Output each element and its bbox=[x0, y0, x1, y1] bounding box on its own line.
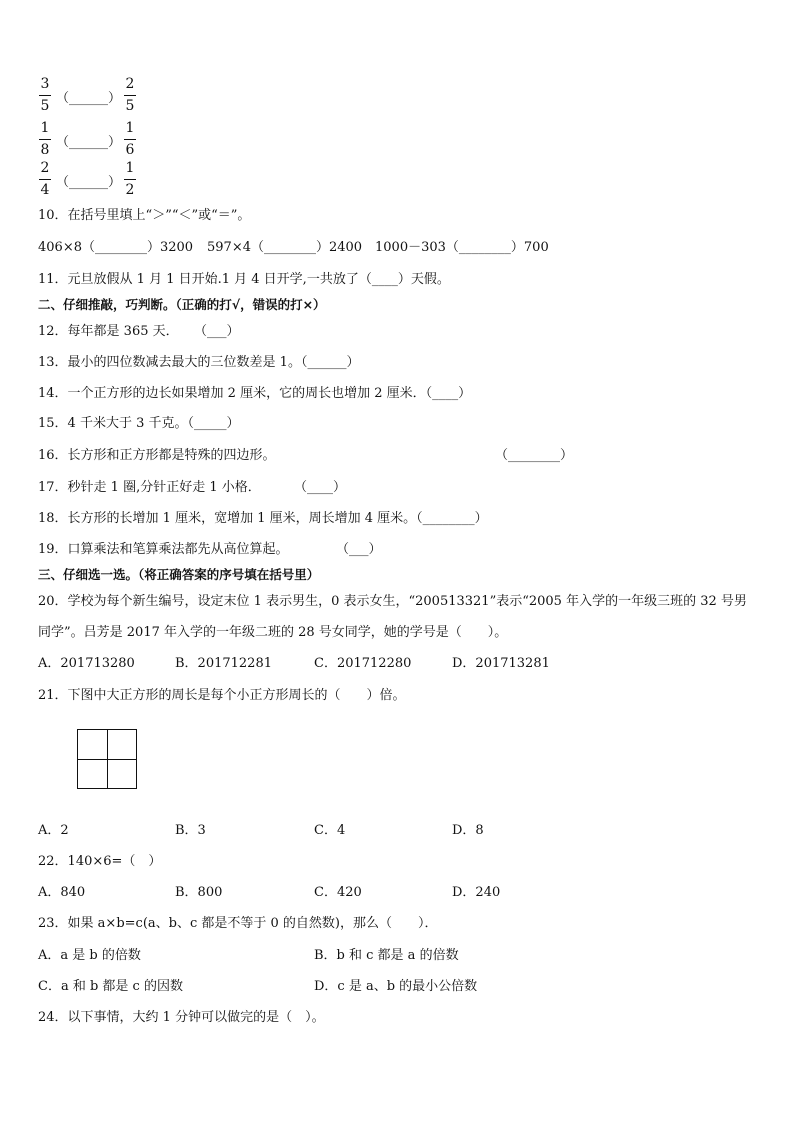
question-16: 16．长方形和正方形都是特殊的四边形。 bbox=[38, 448, 276, 463]
comparison-blank[interactable]: （______） bbox=[56, 91, 122, 106]
question-23-option-b[interactable]: B．b 和 c 都是 a 的倍数 bbox=[314, 948, 459, 963]
question-19: 19．口算乘法和笔算乘法都先从高位算起。 bbox=[38, 542, 289, 557]
square-grid-figure bbox=[77, 729, 137, 789]
question-14: 14．一个正方形的边长如果增加 2 厘米，它的周长也增加 2 厘米．（____） bbox=[38, 386, 472, 401]
question-10: 10．在括号里填上“＞”“＜”或“＝”。 bbox=[38, 208, 251, 223]
question-21-option-a[interactable]: A．2 bbox=[38, 823, 69, 838]
fraction-right: 2 5 bbox=[125, 76, 135, 114]
fraction-bar bbox=[124, 139, 136, 140]
question-17: 17．秒针走 1 圈,分针正好走 1 小格． bbox=[38, 480, 261, 495]
fraction-bar bbox=[124, 95, 136, 96]
question-23-option-d[interactable]: D．c 是 a、b 的最小公倍数 bbox=[314, 979, 478, 994]
question-21-option-b[interactable]: B．3 bbox=[175, 823, 206, 838]
fraction-right: 1 2 bbox=[125, 160, 135, 198]
fraction-left: 2 4 bbox=[40, 160, 50, 198]
question-20-option-c[interactable]: C．201712280 bbox=[314, 656, 412, 671]
question-23: 23．如果 a×b=c(a、b、c 都是不等于 0 的自然数)，那么（ ）． bbox=[38, 916, 438, 931]
fraction-bar bbox=[124, 179, 136, 180]
question-22-option-b[interactable]: B．800 bbox=[175, 885, 223, 900]
question-22: 22．140×6=（ ） bbox=[38, 854, 162, 869]
question-23-option-a[interactable]: A．a 是 b 的倍数 bbox=[38, 948, 141, 963]
comparison-blank[interactable]: （______） bbox=[56, 175, 122, 190]
question-18: 18．长方形的长增加 1 厘米，宽增加 1 厘米，周长增加 4 厘米。（________） bbox=[38, 511, 488, 526]
question-22-option-d[interactable]: D．240 bbox=[452, 885, 501, 900]
question-20-line-2: 同学”。吕芳是 2017 年入学的一年级二班的 28 号女同学，她的学号是（ ）。 bbox=[38, 625, 508, 640]
question-24: 24．以下事情，大约 1 分钟可以做完的是（ ）。 bbox=[38, 1010, 325, 1025]
question-10-item-3[interactable]: 1000－303（________）700 bbox=[375, 240, 549, 255]
fraction-right: 1 6 bbox=[125, 120, 135, 158]
question-15: 15．4 千米大于 3 千克。（_____） bbox=[38, 416, 240, 431]
fraction-left: 1 8 bbox=[40, 120, 50, 158]
comparison-blank[interactable]: （______） bbox=[56, 135, 122, 150]
section-2-heading: 二、仔细推敲，巧判断。（正确的打√，错误的打×） bbox=[38, 297, 326, 312]
question-22-option-a[interactable]: A．840 bbox=[38, 885, 86, 900]
question-20-option-d[interactable]: D．201713281 bbox=[452, 656, 550, 671]
question-10-item-1[interactable]: 406×8（________）3200 bbox=[38, 240, 194, 255]
question-20-line-1: 20．学校为每个新生编号，设定末位 1 表示男生，0 表示女生，“200513321”表示“2005 年入学的一年级三班的 32 号男 bbox=[38, 594, 747, 609]
question-20-option-b[interactable]: B．201712281 bbox=[175, 656, 272, 671]
fraction-bar bbox=[39, 95, 51, 96]
question-22-option-c[interactable]: C．420 bbox=[314, 885, 362, 900]
section-3-heading: 三、仔细选一选。（将正确答案的序号填在括号里） bbox=[38, 567, 320, 582]
fraction-bar bbox=[39, 139, 51, 140]
fraction-bar bbox=[39, 179, 51, 180]
question-12: 12．每年都是 365 天． bbox=[38, 324, 179, 339]
question-10-item-2[interactable]: 597×4（________）2400 bbox=[207, 240, 363, 255]
question-21: 21．下图中大正方形的周长是每个小正方形周长的（ ）倍。 bbox=[38, 688, 406, 703]
fraction-left: 3 5 bbox=[40, 76, 50, 114]
question-21-option-d[interactable]: D．8 bbox=[452, 823, 484, 838]
question-20-option-a[interactable]: A．201713280 bbox=[38, 656, 135, 671]
question-12-blank[interactable]: （___） bbox=[194, 324, 240, 339]
question-17-blank[interactable]: （____） bbox=[294, 480, 347, 495]
question-13: 13．最小的四位数减去最大的三位数差是 1。（______） bbox=[38, 355, 360, 370]
question-23-option-c[interactable]: C．a 和 b 都是 c 的因数 bbox=[38, 979, 183, 994]
question-19-blank[interactable]: （___） bbox=[336, 542, 382, 557]
question-16-blank[interactable]: （________） bbox=[495, 448, 574, 463]
question-11: 11．元旦放假从 1 月 1 日开始.1 月 4 日开学,一共放了（____）天假。 bbox=[38, 272, 450, 287]
question-21-option-c[interactable]: C．4 bbox=[314, 823, 346, 838]
grid-horizontal-line bbox=[78, 759, 136, 760]
